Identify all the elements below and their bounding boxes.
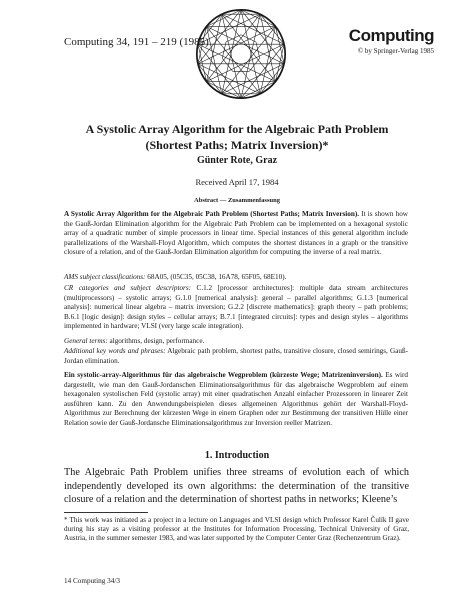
general-terms	[64, 337, 408, 347]
cr-label: CR categories and subject descriptors:	[64, 284, 192, 292]
copyright-notice: © by Springer-Verlag 1985	[357, 47, 434, 55]
logo-line	[198, 10, 241, 64]
logo-line	[198, 44, 276, 81]
abstract-heading: Abstract — Zusammenfassung	[194, 197, 280, 204]
abstract-english	[64, 210, 408, 258]
title-line-1: A Systolic Array Algorithm for the Algebraic Path Problem	[85, 122, 389, 136]
terms-label: General terms:	[64, 337, 108, 345]
keywords-label: Additional key words and phrases:	[64, 347, 166, 355]
logo-line	[241, 10, 276, 27]
brand-name: Computing	[348, 26, 434, 45]
abstract-english-text: It is shown how the Gauß-Jordan Elimination algorithm for the Algebraic Path Problem can be implemented on a hexagonal systolic array of a quadratic number of simple processors in linear time. Special instances of this general algorithm include parallelizations of the Warshall-Floyd Algorithm, which computes the shortest distances in a graph or the transitive closure of a relation, and of the Gauß-Jordan Elimination algorithm for computing the inverse of a real matrix.	[64, 210, 408, 257]
publisher-brand	[349, 26, 434, 55]
logo-line	[198, 26, 276, 63]
title-line-2: (Shortest Paths; Matrix Inversion)*	[145, 138, 329, 152]
abstract-german-text: Es wird dargestellt, wie man den Gauß-Jordanschen Eliminationsalgorithmus für das algebraische Wegproblem auf einem hexagonalen systolischen Feld (systolic array) mit einer quadratischen Anzahl einfacher Prozessoren in linearer Zeit ausführen kann. Zu den Anwendungsbeispielen dieses allgemeinen Algorithmus gehört der Warshall-Floyd-Algorithmus zur Berechnung der kürzesten Wege in einem Graphen oder zur Bestimmung der transitiven Hülle einer Relation sowie der Gauß-Jordansche Eliminationsalgorithmus zur Inversion reeller Matrizen.	[64, 371, 408, 427]
keywords	[64, 347, 408, 366]
ams-label: AMS subject classifications:	[64, 273, 146, 281]
keywords-text: Algebraic path problem, shortest paths, transitive closure, closed semirings, Gauß-Jordan elimination.	[64, 347, 408, 365]
ams-codes: 68A05, (05C35, 05C38, 16A78, 65F05, 68E10).	[145, 273, 287, 281]
logo-line	[241, 10, 284, 64]
logo-line	[206, 44, 284, 81]
abstract-german	[64, 371, 408, 429]
logo-line	[241, 82, 276, 99]
logo-line	[222, 14, 241, 98]
paper-title	[40, 121, 434, 153]
ams-classification	[64, 273, 408, 283]
logo-line	[222, 26, 276, 93]
journal-reference: Computing 34, 191 – 219 (1985)	[64, 36, 209, 48]
logo-line	[206, 10, 241, 27]
logo-line	[241, 10, 260, 94]
abstract-german-title: Ein systolic-array-Algorithmus für das algebraische Wegproblem (kürzeste Wege; Matrizeninversion).	[64, 371, 383, 379]
received-date: Received April 17, 1984	[195, 177, 279, 187]
terms-text: algorithms, design, performance.	[107, 337, 205, 345]
logo-line	[206, 82, 241, 99]
section-heading: 1. Introduction	[204, 450, 270, 461]
footnote-rule	[64, 512, 148, 513]
logo-line	[222, 10, 241, 94]
abstract-english-title: A Systolic Array Algorithm for the Algebraic Path Problem (Shortest Paths; Matrix Inversion).	[64, 210, 360, 218]
page-footer: 14 Computing 34/3	[64, 577, 120, 585]
introduction-text: The Algebraic Path Problem unifies three streams of evolution each of which independently developed its own algorithms: the determination of the transitive closure of a relation and the determination of shortest paths in networks; Kleene’s	[64, 467, 409, 505]
logo-line	[206, 26, 284, 63]
logo-line	[241, 14, 260, 98]
author: Günter Rote, Graz	[196, 155, 278, 166]
logo-line	[206, 26, 260, 93]
geodesic-sphere-logo	[193, 6, 289, 102]
cr-categories	[64, 284, 408, 332]
footnote: * This work was initiated as a project in a lecture on Languages and VLSI design which Professor Karel Čulík II gave during his stay as a visiting professor at the Institutes for Information Processing, Technical University of Graz, Austria, in the summer semester 1983, and was later supported by the Computer Center Graz (Rechenzentrum Graz).	[64, 516, 409, 542]
cr-text: C.1.2 [processor architectures]: multiple data stream architectures (multiprocessors) – systolic arrays; G.1.0 [numerical analysis]: general – parallel algorithms; G.1.3 [numerical analysis]: numerical linear algebra – matrix inversion; G.2.2 [discrete mathematics]: graph theory – path problems; B.6.1 [logic design]: design styles – cellular arrays; B.7.1 [integrated circuits]: types and design styles – algorithms implemented in hardware; VLSI (very large scale integration).	[64, 284, 408, 331]
